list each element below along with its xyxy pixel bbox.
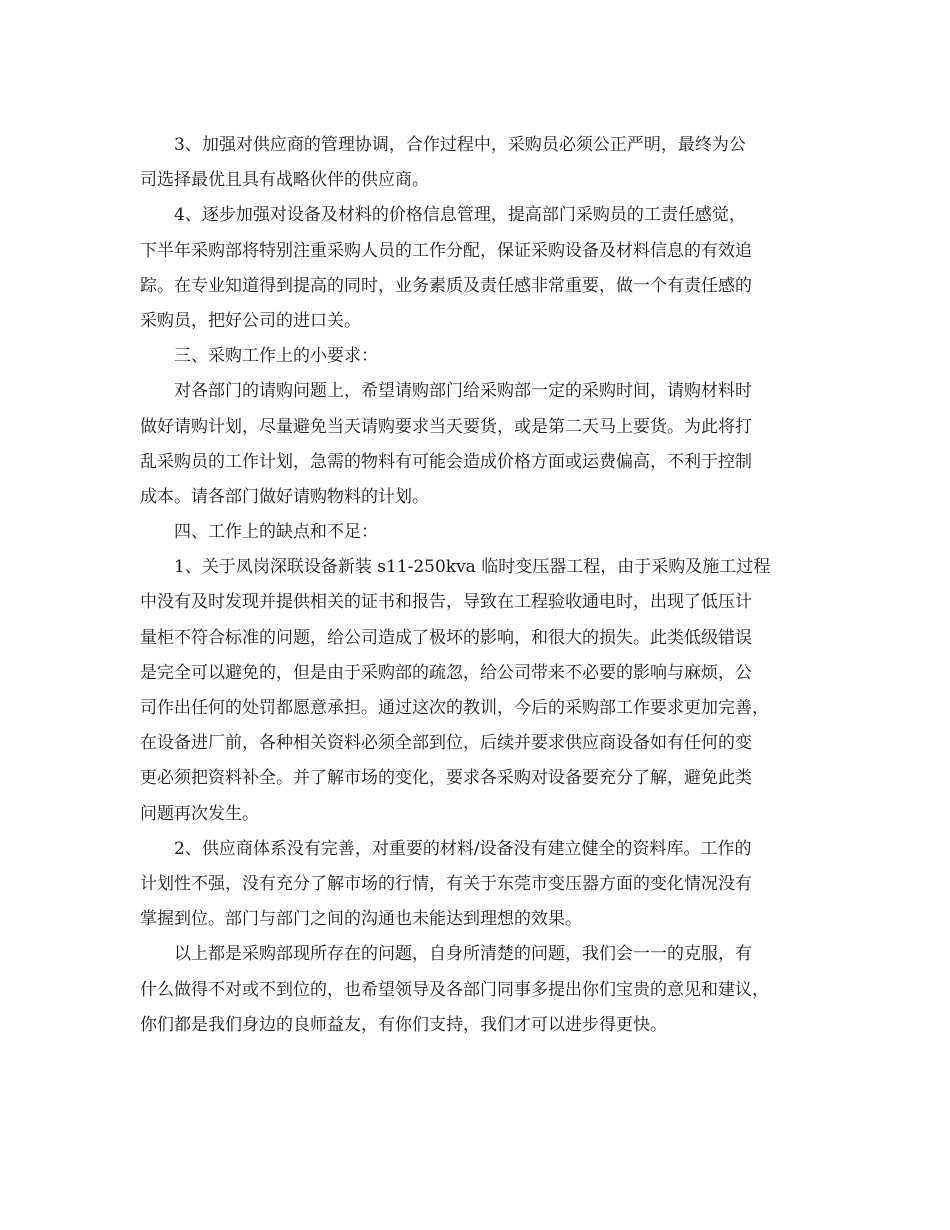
document-page [140, 128, 820, 1043]
text-line: 以上都是采购部现所存在的问题，自身所清楚的问题，我们会一一的克服，有 [174, 944, 752, 965]
text-line: 3、加强对供应商的管理协调，合作过程中，采购员必须公正严明，最终为公 [174, 135, 746, 155]
text-line: 是完全可以避免的，但是由于采购部的疏忽，给公司带来不必要的影响与麻烦，公 [140, 662, 752, 683]
text-line: 踪。在专业知道得到提高的同时，业务素质及责任感非常重要，做一个有责任感的 [140, 275, 752, 296]
text-line: 你们都是我们身边的良师益友，有你们支持，我们才可以进步得更快。 [140, 1014, 667, 1035]
text-line: 司选择最优且具有战略伙伴的供应商。 [140, 170, 429, 191]
paragraph [140, 832, 820, 938]
text-line: 采购员，把好公司的进口关。 [140, 310, 361, 331]
section-heading [140, 339, 820, 374]
paragraph [140, 937, 820, 1043]
section-heading [140, 515, 820, 550]
text-line: 乱采购员的工作计划，急需的物料有可能会造成价格方面或运费偏高，不利于控制 [140, 451, 752, 472]
text-line: 做好请购计划，尽量避免当天请购要求当天要货，或是第二天马上要货。为此将打 [140, 416, 752, 437]
text-line: 问题再次发生。 [140, 803, 259, 824]
text-line: 2、供应商体系没有完善，对重要的材料/设备没有建立健全的资料库。工作的 [174, 838, 752, 859]
text-line: 掌握到位。部门与部门之间的沟通也未能达到理想的效果。 [140, 909, 582, 930]
text-line: 对各部门的请购问题上，希望请购部门给采购部一定的采购时间，请购材料时 [174, 381, 752, 402]
text-line: 1、关于凤岗深联设备新装 s11-250kva 临时变压器工程，由于采购及施工过程 [174, 557, 771, 578]
text-line: 计划性不强，没有充分了解市场的行情，有关于东莞市变压器方面的变化情况没有 [140, 873, 752, 894]
text-line: 量柜不符合标准的问题，给公司造成了极坏的影响，和很大的损失。此类低级错误 [140, 627, 752, 648]
paragraph [140, 198, 820, 339]
text-line: 司作出任何的处罚都愿意承担。通过这次的教训，今后的采购部工作要求更加完善， [140, 698, 769, 718]
text-line: 下半年采购部将特别注重采购人员的工作分配，保证采购设备及材料信息的有效追 [140, 240, 752, 261]
text-line: 更必须把资料补全。并了解市场的变化，要求各采购对设备要充分了解，避免此类 [140, 768, 752, 789]
text-line: 在设备进厂前，各种相关资料必须全部到位，后续并要求供应商设备如有任何的变 [140, 733, 752, 754]
text-line: 中没有及时发现并提供相关的证书和报告，导致在工程验收通电时，出现了低压计 [140, 592, 752, 613]
text-line: 4、逐步加强对设备及材料的价格信息管理，提高部门采购员的工责任感觉， [174, 205, 746, 226]
text-line: 成本。请各部门做好请购物料的计划。 [140, 486, 429, 507]
paragraph [140, 550, 820, 832]
paragraph [140, 128, 820, 198]
text-line: 四、工作上的缺点和不足： [174, 522, 378, 543]
text-line: 三、采购工作上的小要求： [174, 346, 378, 367]
text-line: 什么做得不对或不到位的，也希望领导及各部门同事多提出你们宝贵的意见和建议， [140, 979, 769, 1000]
paragraph [140, 374, 820, 515]
